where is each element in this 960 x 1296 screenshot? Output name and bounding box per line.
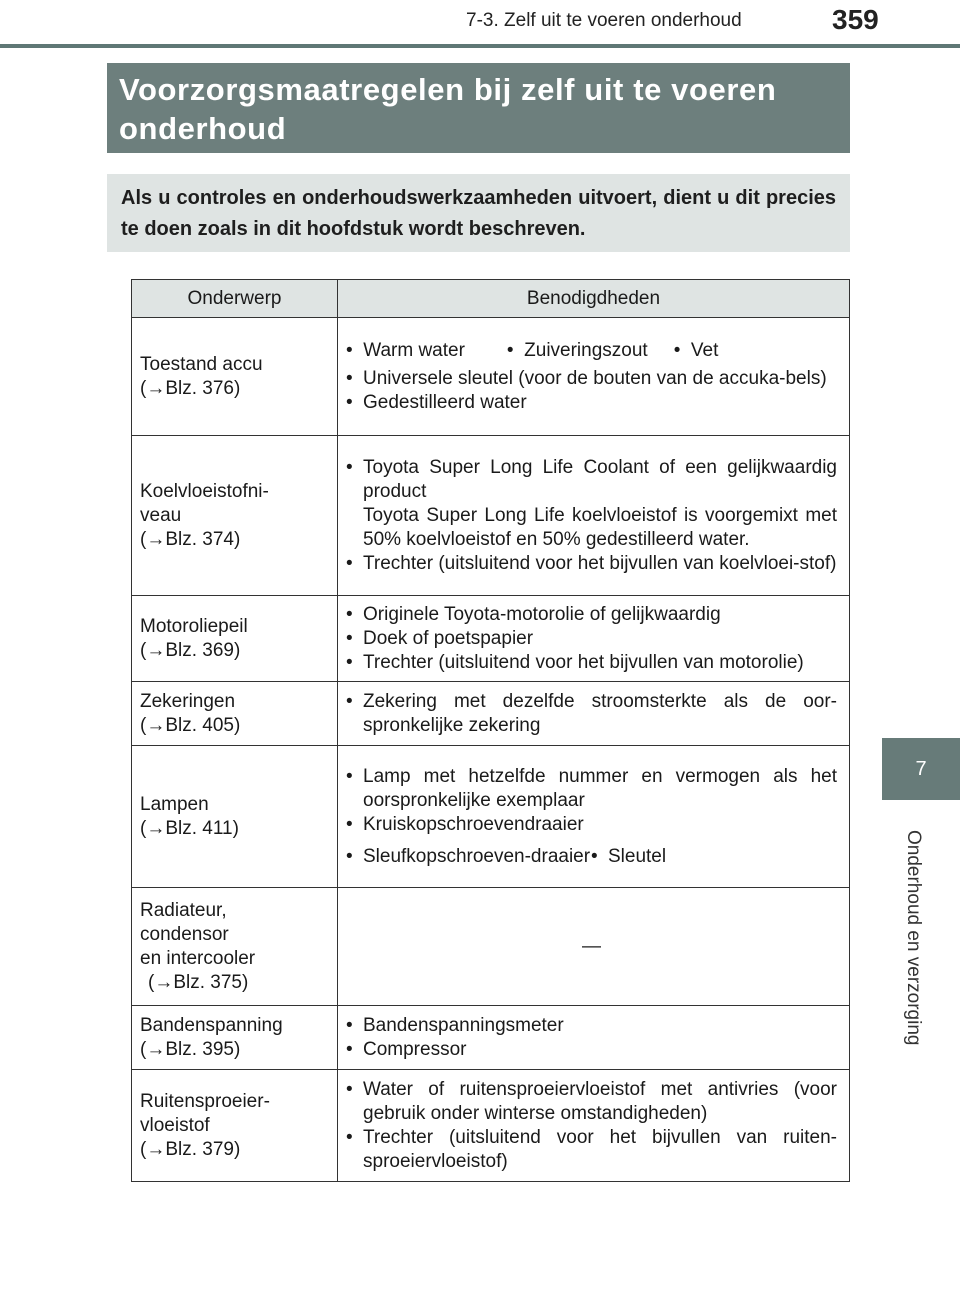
supplies-cell xyxy=(338,746,850,888)
header-subject: Onderwerp xyxy=(132,280,338,318)
page-reference: (→Blz. 376) xyxy=(140,377,241,399)
supplies-cell xyxy=(338,1070,850,1182)
subject-line: Motoroliepeil xyxy=(140,615,248,637)
bullet: • xyxy=(346,367,353,389)
supplies-cell xyxy=(338,1006,850,1070)
bullet: • xyxy=(346,813,353,835)
supplies-cell xyxy=(338,436,850,596)
subject-cell xyxy=(132,746,338,888)
table-row xyxy=(132,436,850,596)
supplies-cell-empty: — xyxy=(338,888,850,1006)
bullet: • xyxy=(346,651,353,673)
list-item xyxy=(346,1014,837,1038)
table-row xyxy=(132,682,850,746)
table-header-row xyxy=(132,280,850,318)
item-text: Warm water xyxy=(363,339,465,361)
page-reference: (→Blz. 375) xyxy=(148,971,249,993)
page-title: Voorzorgsmaatregelen bij zelf uit te voeren onderhoud xyxy=(119,72,777,146)
bullet: • xyxy=(506,339,514,361)
supplies-cell xyxy=(338,318,850,436)
page-reference: (→Blz. 405) xyxy=(140,714,241,736)
item-text: Trechter (uitsluitend voor het bijvullen van ruiten-sproeiervloeistof) xyxy=(363,1126,837,1172)
inline-item xyxy=(674,339,719,363)
item-text: Toyota Super Long Life Coolant of een gelijkwaardig product xyxy=(363,456,837,502)
item-text: Zuiveringszout xyxy=(524,339,648,361)
item-text: Kruiskopschroevendraaier xyxy=(363,813,584,835)
maintenance-table xyxy=(131,279,850,1182)
table-row xyxy=(132,746,850,888)
subject-line: Koelvloeistofni- xyxy=(140,480,269,502)
table-row xyxy=(132,596,850,682)
split-left xyxy=(346,845,591,869)
supplies-list xyxy=(346,765,837,837)
item-text: Water of ruitensproeiervloeistof met antivries (voor gebruik onder winterse omstandigheden) xyxy=(363,1078,837,1124)
bullet: • xyxy=(346,1126,353,1148)
bullet: • xyxy=(346,603,353,625)
item-text: Vet xyxy=(690,339,719,361)
supplies-list xyxy=(346,603,837,675)
list-item xyxy=(346,1126,837,1174)
page-reference: (→Blz. 374) xyxy=(140,528,241,550)
item-text: Gedestilleerd water xyxy=(363,391,527,413)
inline-item xyxy=(346,339,465,363)
supplies-list xyxy=(346,690,837,738)
list-item xyxy=(346,690,837,738)
subject-line: veau xyxy=(140,504,182,526)
bullet: • xyxy=(346,339,353,361)
item-text: Trechter (uitsluitend voor het bijvullen van koelvloei-stof) xyxy=(363,552,837,574)
supplies-cell xyxy=(338,596,850,682)
split-right xyxy=(591,845,837,869)
subject-line: Bandenspanning xyxy=(140,1014,283,1036)
subject-line: Ruitensproeier- xyxy=(140,1090,270,1112)
list-item xyxy=(346,456,837,552)
subject-cell xyxy=(132,596,338,682)
table-row xyxy=(132,318,850,436)
subject-cell xyxy=(132,682,338,746)
item-text: Lamp met hetzelfde nummer en vermogen als het oorspronkelijke exemplaar xyxy=(363,765,837,811)
list-item xyxy=(346,391,837,415)
page-number: 359 xyxy=(832,4,879,35)
supplies-list xyxy=(346,1078,837,1174)
page-title-box xyxy=(107,63,850,153)
page-reference: (→Blz. 411) xyxy=(140,817,239,839)
bullet: • xyxy=(346,690,353,712)
intro-text: Als u controles en onderhoudswerkzaamheden uitvoert, dient u dit precies te doen zoals in dit hoofdstuk wordt beschreven. xyxy=(121,187,836,240)
chapter-tab: 7 xyxy=(882,738,960,800)
inline-item xyxy=(507,339,648,363)
bullet: • xyxy=(346,627,353,649)
supplies-list xyxy=(346,1014,837,1062)
split-items xyxy=(346,845,837,869)
header-section-title: 7-3. Zelf uit te voeren onderhoud xyxy=(466,10,742,31)
subject-line: Radiateur, xyxy=(140,899,227,921)
page-reference: (→Blz. 369) xyxy=(140,639,241,661)
item-text: Universele sleutel (voor de bouten van de accuka-bels) xyxy=(363,367,827,389)
list-item xyxy=(346,813,837,837)
item-text: Bandenspanningsmeter xyxy=(363,1014,564,1036)
list-item xyxy=(591,845,837,869)
bullet: • xyxy=(346,552,353,574)
table-row xyxy=(132,1006,850,1070)
item-text: Doek of poetspapier xyxy=(363,627,534,649)
list-item xyxy=(346,552,837,576)
supplies-list xyxy=(346,456,837,576)
item-text: Zekering met dezelfde stroomsterkte als de oor-spronkelijke zekering xyxy=(363,690,837,736)
page-reference: (→Blz. 395) xyxy=(140,1038,241,1060)
item-text: Originele Toyota-motorolie of gelijkwaardig xyxy=(363,603,721,625)
list-item xyxy=(346,367,837,391)
chapter-side-label-text: Onderhoud en verzorging xyxy=(903,830,924,1046)
bullet: • xyxy=(346,456,353,478)
list-item xyxy=(346,603,837,627)
bullet: • xyxy=(346,391,353,413)
subject-line: vloeistof xyxy=(140,1114,210,1136)
item-text: Sleufkopschroeven-draaier xyxy=(363,845,591,867)
list-item xyxy=(346,627,837,651)
item-text: Sleutel xyxy=(608,845,667,867)
list-item xyxy=(346,845,591,869)
subject-line: Toestand accu xyxy=(140,353,263,375)
list-item xyxy=(346,765,837,813)
supplies-list xyxy=(346,367,837,415)
bullet: • xyxy=(346,1038,353,1060)
bullet: • xyxy=(346,845,353,867)
list-item xyxy=(346,651,837,675)
header-supplies: Benodigdheden xyxy=(338,280,850,318)
bullet: • xyxy=(591,845,598,867)
header-rule xyxy=(0,44,960,48)
subject-line: condensor xyxy=(140,923,229,945)
subject-cell xyxy=(132,318,338,436)
item-text: Compressor xyxy=(363,1038,467,1060)
supplies-cell xyxy=(338,682,850,746)
bullet: • xyxy=(346,1078,353,1100)
subject-line: Lampen xyxy=(140,793,209,815)
subject-line: Zekeringen xyxy=(140,690,236,712)
subject-cell xyxy=(132,888,338,1006)
intro-box xyxy=(107,174,850,252)
subject-line: en intercooler xyxy=(140,947,256,969)
page-reference: (→Blz. 379) xyxy=(140,1138,241,1160)
subject-cell xyxy=(132,436,338,596)
list-item xyxy=(346,1078,837,1126)
table-row xyxy=(132,888,850,1006)
subject-cell xyxy=(132,1070,338,1182)
chapter-side-label xyxy=(893,830,933,1070)
table-row xyxy=(132,1070,850,1182)
item-text: Trechter (uitsluitend voor het bijvullen van motorolie) xyxy=(363,651,804,673)
inline-items xyxy=(346,339,837,363)
bullet: • xyxy=(346,1014,353,1036)
subject-cell xyxy=(132,1006,338,1070)
bullet: • xyxy=(673,339,681,361)
bullet: • xyxy=(346,765,353,787)
item-note: Toyota Super Long Life koelvloeistof is voorgemixt met 50% koelvloeistof en 50% gedestilleerd water. xyxy=(363,504,837,550)
list-item xyxy=(346,1038,837,1062)
